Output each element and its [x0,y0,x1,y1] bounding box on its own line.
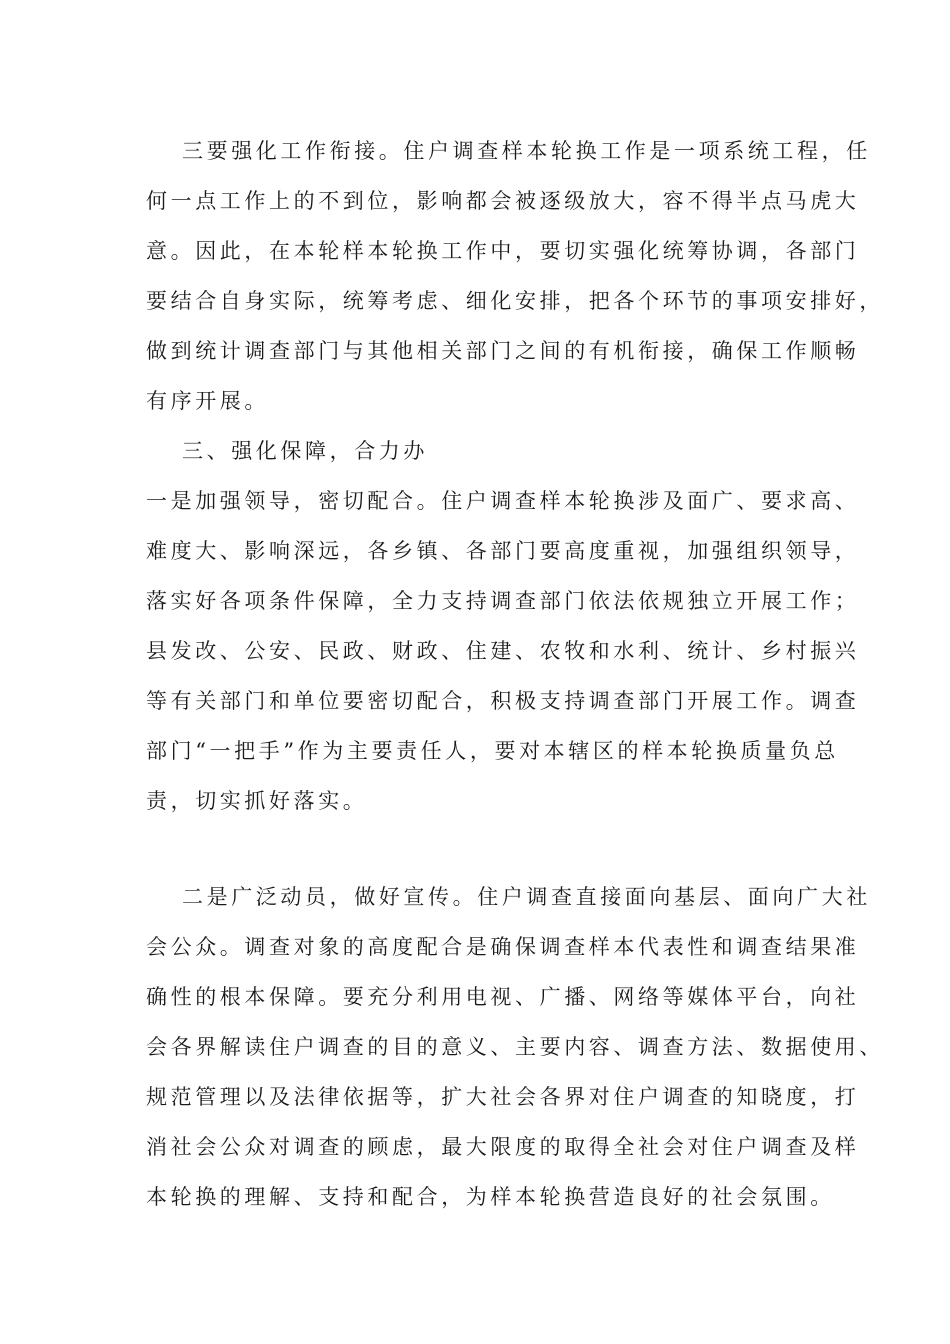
paragraph-line: 做到统计调查部门与其他相关部门之间的有机衔接，确保工作顺畅 [146,339,860,363]
paragraph-line: 意。因此，在本轮样本轮换工作中，要切实强化统筹协调，各部门 [146,239,860,263]
paragraph-line: 本轮换的理解、支持和配合，为样本轮换营造良好的社会氛围。 [146,1185,835,1209]
paragraph-line: 责，切实抓好落实。 [146,789,368,813]
paragraph-line: 何一点工作上的不到位，影响都会被逐级放大，容不得半点马虎大 [146,189,860,213]
paragraph-line: 等有关部门和单位要密切配合，积极支持调查部门开展工作。调查 [146,689,860,713]
paragraph-line: 消社会公众对调查的顾虑，最大限度的取得全社会对住户调查及样 [146,1135,860,1159]
paragraph-line: 落实好各项条件保障，全力支持调查部门依法依规独立开展工作； [146,589,860,613]
paragraph-line: 规范管理以及法律依据等，扩大社会各界对住户调查的知晓度，打 [146,1085,860,1109]
paragraph-line: 确性的根本保障。要充分利用电视、广播、网络等媒体平台，向社 [146,985,860,1009]
paragraph-line: 二是广泛动员，做好宣传。住户调查直接面向基层、面向广大社 [182,885,871,909]
paragraph-line: 一是加强领导，密切配合。住户调查样本轮换涉及面广、要求高、 [146,489,860,513]
section-heading: 三、强化保障，合力办 [182,439,428,463]
paragraph-line: 县发改、公安、民政、财政、住建、农牧和水利、统计、乡村振兴 [146,639,860,663]
paragraph-line: 三要强化工作衔接。住户调查样本轮换工作是一项系统工程，任 [182,139,871,163]
paragraph-line: 会公众。调查对象的高度配合是确保调查样本代表性和调查结果准 [146,935,860,959]
paragraph-line: 要结合自身实际，统筹考虑、细化安排，把各个环节的事项安排好， [146,289,884,313]
paragraph-line: 难度大、影响深远，各乡镇、各部门要高度重视，加强组织领导， [146,539,860,563]
paragraph-line: 部门“一把手”作为主要责任人，要对本辖区的样本轮换质量负总 [146,739,839,763]
paragraph-line: 会各界解读住户调查的目的意义、主要内容、调查方法、数据使用、 [146,1035,884,1059]
paragraph-line: 有序开展。 [146,389,269,413]
